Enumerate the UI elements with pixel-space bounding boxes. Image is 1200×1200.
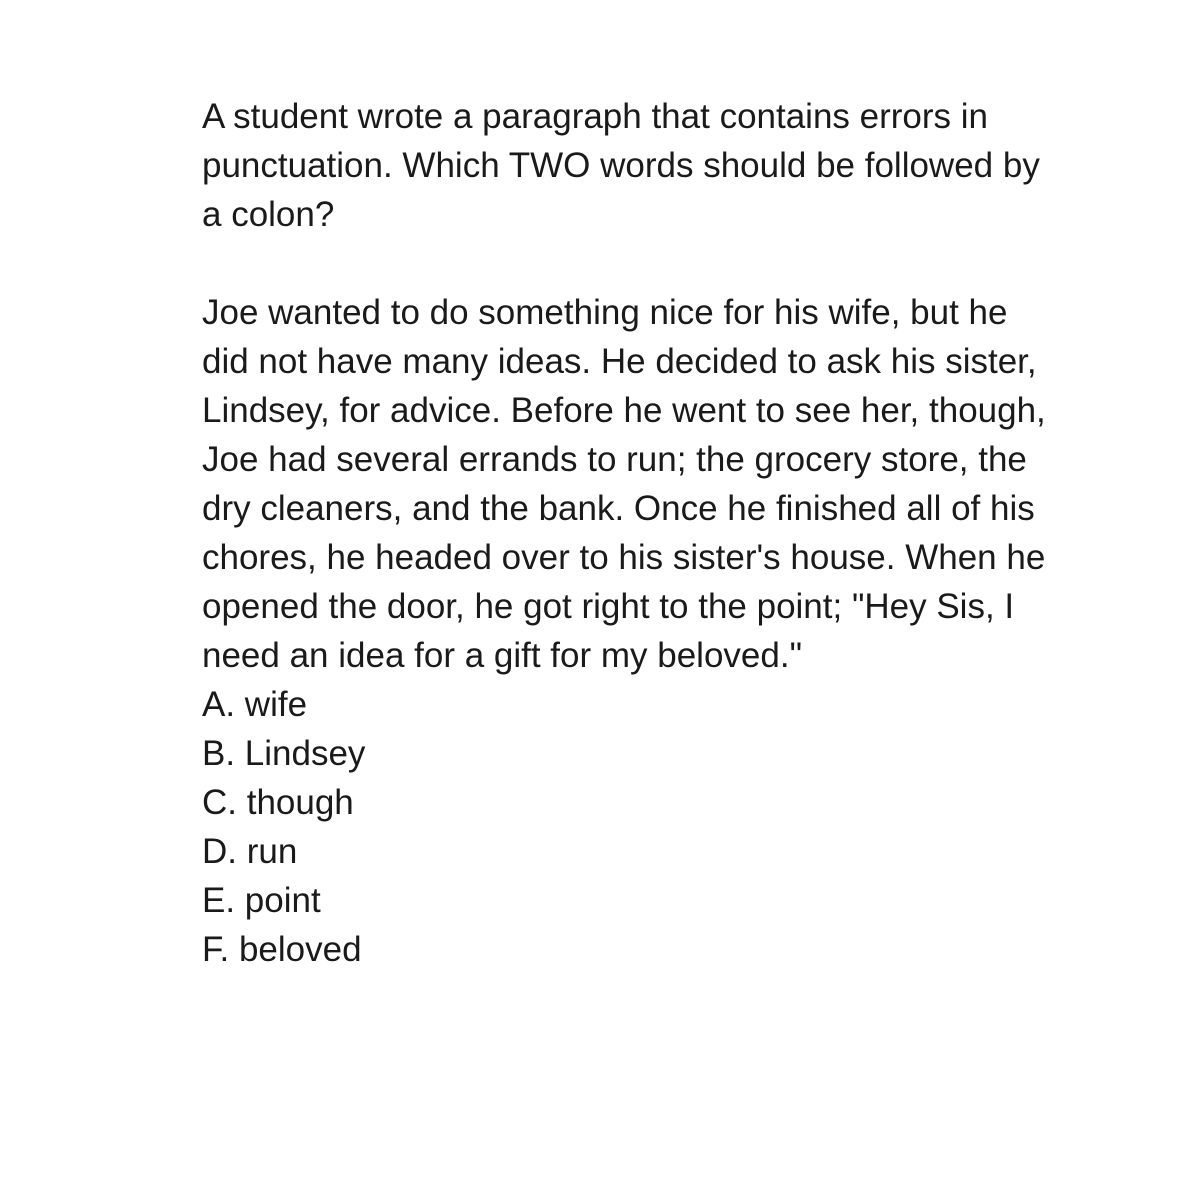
passage-line: Lindsey, for advice. Before he went to see her, though, <box>202 391 1046 430</box>
passage-line: chores, he headed over to his sister's house. When he <box>202 538 1046 577</box>
passage-line: did not have many ideas. He decided to ask his sister, <box>202 342 1037 381</box>
passage-line: need an idea for a gift for my beloved." <box>202 636 803 675</box>
question-line: punctuation. Which TWO words should be followed by <box>202 146 1040 185</box>
option-e[interactable]: E. point <box>202 881 321 920</box>
question-prompt <box>202 92 1080 239</box>
option-a[interactable]: A. wife <box>202 685 308 724</box>
passage-line: Joe had several errands to run; the grocery store, the <box>202 440 1027 479</box>
answer-options <box>202 680 1080 974</box>
option-b[interactable]: B. Lindsey <box>202 734 366 773</box>
question-line: A student wrote a paragraph that contains errors in <box>202 97 989 136</box>
option-c[interactable]: C. though <box>202 783 354 822</box>
passage-paragraph <box>202 288 1080 680</box>
passage-line: Joe wanted to do something nice for his wife, but he <box>202 293 1008 332</box>
passage-line: opened the door, he got right to the point; "Hey Sis, I <box>202 587 1015 626</box>
option-f[interactable]: F. beloved <box>202 930 362 969</box>
option-d[interactable]: D. run <box>202 832 298 871</box>
passage-line: dry cleaners, and the bank. Once he finished all of his <box>202 489 1035 528</box>
question-line: a colon? <box>202 195 335 234</box>
